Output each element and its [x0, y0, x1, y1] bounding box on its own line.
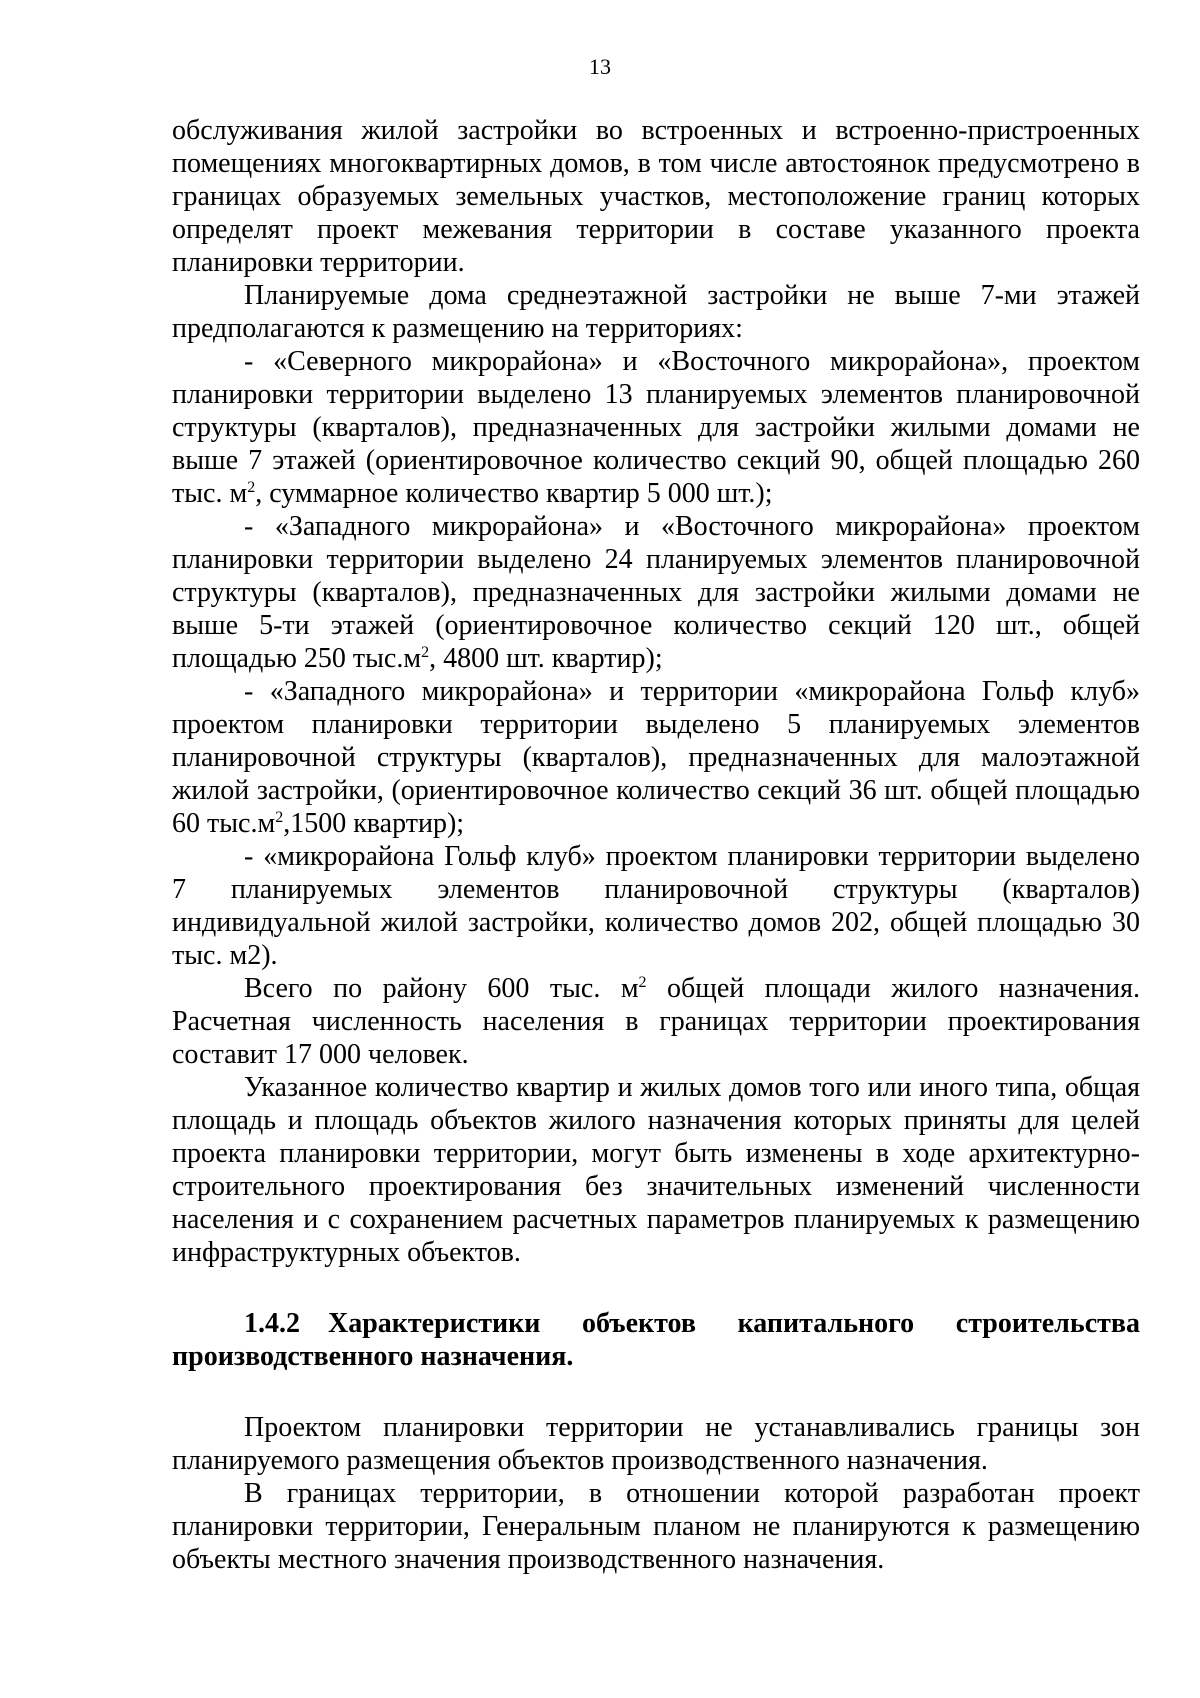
section-number: 1.4.2	[244, 1308, 300, 1339]
list-item-golf-club: - «микрорайона Гольф клуб» проектом планировки территории выделено 7 планируемых элементов планировочной структуры (кварталов) индивидуальной жилой застройки, количество домов 202, общей площадью 30 тыс. м2).	[172, 841, 1140, 971]
paragraph-service-buildings: обслуживания жилой застройки во встроенных и встроенно-пристроенных помещениях многоквартирных домов, в том числе автостоянок предусмотрено в границах образуемых земельных участков, местоположение границ которых определят проект межевания территории в составе указанного проекта планировки территории.	[172, 115, 1140, 278]
list-item-text: - «Западного микрорайона» и «Восточного микрорайона» проектом планировки территории выделено 24 планируемых элементов планировочной структуры (кварталов), предназначенных для застройки жилыми домами не выше 5-ти этажей (ориентировочное количество секций 120 шт., общей площадью 250 тыс.м	[172, 511, 1140, 674]
page-number: 13	[589, 54, 611, 79]
list-item-western-golf	[172, 675, 1140, 840]
superscript: 2	[421, 644, 430, 661]
paragraph-industrial-zones: Проектом планировки территории не устанавливались границы зон планируемого размещения объектов производственного назначения.	[172, 1412, 1140, 1476]
superscript: 2	[638, 974, 647, 991]
list-item-western-eastern	[172, 510, 1140, 675]
list-item-northern-eastern	[172, 345, 1140, 510]
page-body	[172, 114, 1140, 1576]
list-item-text: - «Северного микрорайона» и «Восточного микрорайона», проектом планировки территории выделено 13 планируемых элементов планировочной структуры (кварталов), предназначенных для застройки жилыми домами не выше 7 этажей (ориентировочное количество секций 90, общей площадью 260 тыс. м	[172, 346, 1140, 509]
list-item-text: ,1500 квартир);	[283, 808, 465, 839]
list-item-text: , 4800 шт. квартир);	[429, 643, 663, 674]
list-item-text: , суммарное количество квартир 5 000 шт.);	[255, 478, 773, 509]
section-heading	[172, 1307, 1140, 1373]
superscript: 2	[247, 479, 256, 496]
paragraph-text: Всего по району 600 тыс. м	[244, 973, 639, 1004]
superscript: 2	[275, 809, 284, 826]
paragraph-general-plan: В границах территории, в отношении которой разработан проект планировки территории, Генеральным планом не планируются к размещению объекты местного значения производственного назначения.	[172, 1478, 1140, 1575]
paragraph-changes-note: Указанное количество квартир и жилых домов того или иного типа, общая площадь и площадь объектов жилого назначения которых приняты для целей проекта планировки территории, могут быть изменены в ходе архитектурно-строительного проектирования без значительных изменений численности населения и с сохранением расчетных параметров планируемых к размещению инфраструктурных объектов.	[172, 1072, 1140, 1268]
section-title: Характеристики объектов капитального строительства производственного назначения.	[172, 1308, 1140, 1372]
paragraph-total-area	[172, 972, 1140, 1071]
list-item-text: - «Западного микрорайона» и территории «микрорайона Гольф клуб» проектом планировки территории выделено 5 планируемых элементов планировочной структуры (кварталов), предназначенных для малоэтажной жилой застройки, (ориентировочное количество секций 36 шт. общей площадью 60 тыс.м	[172, 676, 1140, 839]
paragraph-mid-rise-intro: Планируемые дома среднеэтажной застройки не выше 7-ми этажей предполагаются к размещению на территориях:	[172, 280, 1140, 344]
paragraph-text: общей площади жилого назначения. Расчетная численность населения в границах территории проектирования составит 17 000 человек.	[172, 973, 1140, 1070]
